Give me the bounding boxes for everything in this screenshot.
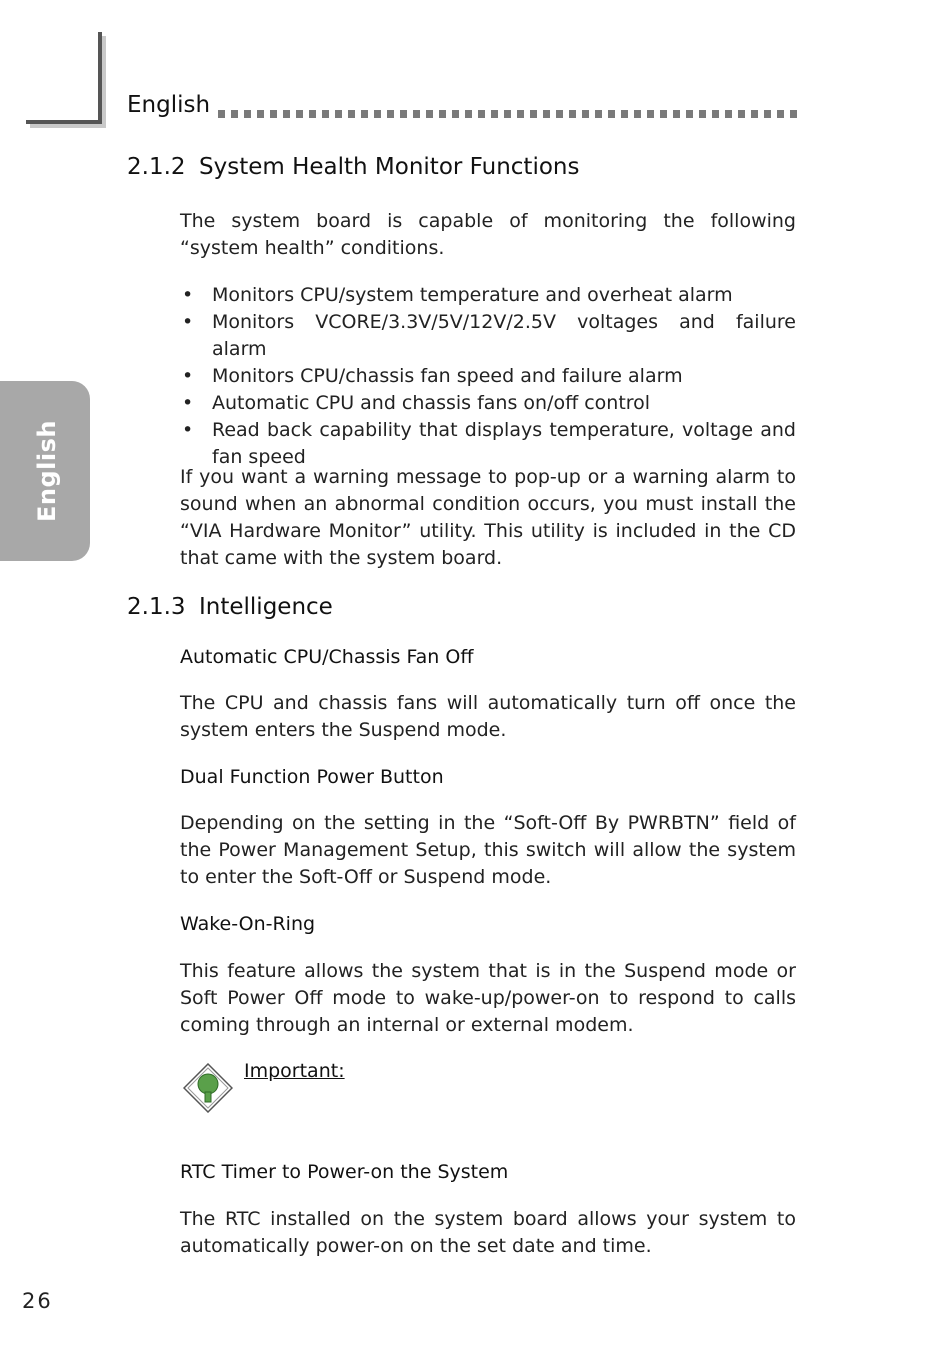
list-item <box>180 309 796 363</box>
bullet-symbol: • <box>182 311 194 333</box>
section-212-intro: The system board is capable of monitoring the following “system health” conditions. <box>180 210 796 259</box>
fan-off-body: The CPU and chassis fans will automatically turn off once the system enters the Suspend mode. <box>180 692 796 741</box>
bullet-text: Monitors CPU/chassis fan speed and failure alarm <box>212 365 683 387</box>
bullet-text: Monitors CPU/system temperature and overheat alarm <box>212 284 733 306</box>
bullet-text: Monitors VCORE/3.3V/5V/12V/2.5V voltages and failure alarm <box>212 311 796 360</box>
fan-off-heading: Automatic CPU/Chassis Fan Off <box>180 646 474 668</box>
corner-mark-horizontal <box>26 120 102 124</box>
list-item <box>180 282 796 309</box>
bullet-symbol: • <box>182 284 194 306</box>
section-212-number: 2.1.2 <box>127 154 186 180</box>
header-language: English <box>127 92 211 118</box>
page-number: 26 <box>22 1289 53 1313</box>
list-item <box>180 417 796 471</box>
list-item <box>180 363 796 390</box>
important-label: Important: <box>244 1060 345 1082</box>
bullet-text: Read back capability that displays temperature, voltage and fan speed <box>212 419 796 468</box>
corner-mark-shadow-vertical <box>102 36 106 128</box>
section-212-heading <box>127 154 579 180</box>
side-tab-label: English <box>33 420 61 522</box>
wake-on-ring-heading: Wake-On-Ring <box>180 913 316 935</box>
section-213-number: 2.1.3 <box>127 594 186 620</box>
corner-mark-shadow-horizontal <box>30 124 106 128</box>
section-212-closing: If you want a warning message to pop-up or a warning alarm to sound when an abnormal condition occurs, you must install the “VIA Hardware Monitor” utility. This utility is included in the CD that came with the system board. <box>180 466 796 569</box>
bullet-text: Automatic CPU and chassis fans on/off control <box>212 392 651 414</box>
bullet-symbol: • <box>182 392 194 414</box>
list-item <box>180 390 796 417</box>
rtc-timer-body: The RTC installed on the system board allows your system to automatically power-on on the set date and time. <box>180 1208 796 1257</box>
important-diamond-icon <box>183 1063 233 1113</box>
corner-mark-vertical <box>98 32 102 124</box>
header-dotted-rule <box>218 110 798 118</box>
rtc-timer-heading: RTC Timer to Power-on the System <box>180 1161 509 1183</box>
power-button-heading: Dual Function Power Button <box>180 766 444 788</box>
important-bulb <box>198 1074 218 1094</box>
section-212-title: System Health Monitor Functions <box>199 154 580 180</box>
health-monitor-list <box>180 282 796 471</box>
wake-on-ring-body: This feature allows the system that is in the Suspend mode or Soft Power Off mode to wake-up/power-on to respond to calls coming through an internal or external modem. <box>180 960 796 1036</box>
section-213-title: Intelligence <box>199 594 333 620</box>
bullet-symbol: • <box>182 419 194 441</box>
power-button-body: Depending on the setting in the “Soft-Off By PWRBTN” field of the Power Management Setup, this switch will allow the system to enter the Soft-Off or Suspend mode. <box>180 812 796 888</box>
section-213-heading <box>127 594 333 620</box>
bullet-symbol: • <box>182 365 194 387</box>
